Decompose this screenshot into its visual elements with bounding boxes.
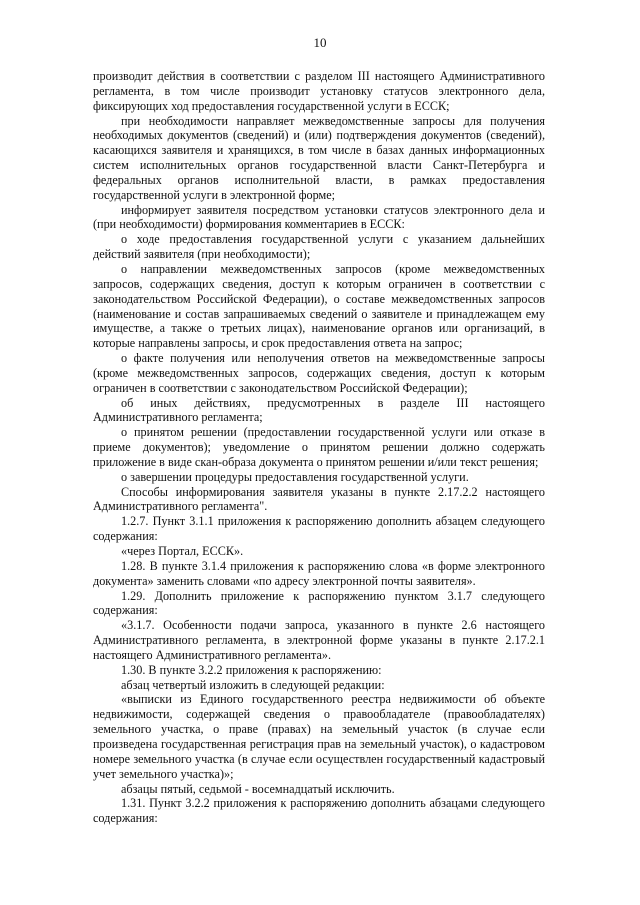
paragraph: 1.2.7. Пункт 3.1.1 приложения к распоряжению дополнить абзацем следующего содержания: [93, 514, 545, 544]
paragraph: 1.29. Дополнить приложение к распоряжению пунктом 3.1.7 следующего содержания: [93, 588, 545, 618]
paragraph: «3.1.7. Особенности подачи запроса, указанного в пункте 2.6 настоящего Административного регламента, в электронной форме указаны в пункте 2.17.2.1 настоящего Административного регламента». [93, 618, 545, 662]
paragraph: Способы информирования заявителя указаны в пункте 2.17.2.2 настоящего Административного регламента". [93, 484, 545, 514]
paragraph: производит действия в соответствии с разделом III настоящего Административного регламента, в том числе производит установку статусов электронного дела, фиксирующих ход предоставления государственной услуги в ЕССК; [93, 69, 545, 113]
paragraph: о завершении процедуры предоставления государственной услуги. [121, 469, 469, 484]
paragraph: о факте получения или неполучения ответов на межведомственные запросы (кроме межведомственных запросов, содержащих сведения, доступ к которым ограничен в соответствии с законодательством Российской Федерации); [93, 351, 545, 395]
paragraph: 1.30. В пункте 3.2.2 приложения к распоряжению: [121, 662, 382, 677]
paragraph: абзацы пятый, седьмой - восемнадцатый исключить. [121, 781, 395, 796]
paragraph: «выписки из Единого государственного реестра недвижимости об объекте недвижимости, содержащей сведения о правообладателе (правообладателях) земельного участка, о праве (правах) на земельный участок (в случае если произведена государственная регистрация прав на земельный участок), о кадастровом номере земельного участка (в случае если осуществлен государственный кадастровый учет земельного участка)»; [93, 692, 545, 781]
paragraph: о ходе предоставления государственной услуги с указанием дальнейших действий заявителя (при необходимости); [93, 232, 545, 262]
paragraph: при необходимости направляет межведомственные запросы для получения необходимых документов (сведений) и (или) подтверждения документов (сведений), касающихся заявителя и хранящихся, в том числе в базах данных информационных систем исполнительных органов государственной власти Санкт-Петербурга и федеральных органов исполнительной власти, в рамках предоставления государственной услуги в электронной форме; [93, 113, 545, 202]
paragraph: «через Портал, ЕССК». [121, 544, 244, 558]
paragraph: абзац четвертый изложить в следующей редакции: [121, 677, 385, 692]
paragraph: 1.28. В пункте 3.1.4 приложения к распоряжению слова «в форме электронного документа» заменить словами «по адресу электронной почты заявителя». [93, 558, 545, 588]
paragraph: о направлении межведомственных запросов (кроме межведомственных запросов, содержащих сведения, доступ к которым ограничен в соответствии с законодательством Российской Федерации), о составе межведомственных запросов (наименование и состав запрашиваемых сведений о заявителе и принадлежащем ему имуществе, а также о третьих лицах), наименование органов или организаций, в которые направлены запросы, и срок предоставления ответа на запрос; [93, 261, 545, 351]
page-number: 10 [313, 35, 327, 50]
document-body [93, 69, 545, 826]
paragraph: информирует заявителя посредством установки статусов электронного дела и (при необходимости) формирования комментариев в ЕССК: [93, 202, 545, 232]
paragraph: 1.31. Пункт 3.2.2 приложения к распоряжению дополнить абзацами следующего содержания: [93, 796, 545, 826]
paragraph: об иных действиях, предусмотренных в разделе III настоящего Административного регламента; [93, 395, 545, 425]
paragraph: о принятом решении (предоставлении государственной услуги или отказе в приеме документов); уведомление о принятом решении должно содержать приложение в виде скан-образа документа о принятом решении и/или текст решения; [93, 425, 545, 469]
